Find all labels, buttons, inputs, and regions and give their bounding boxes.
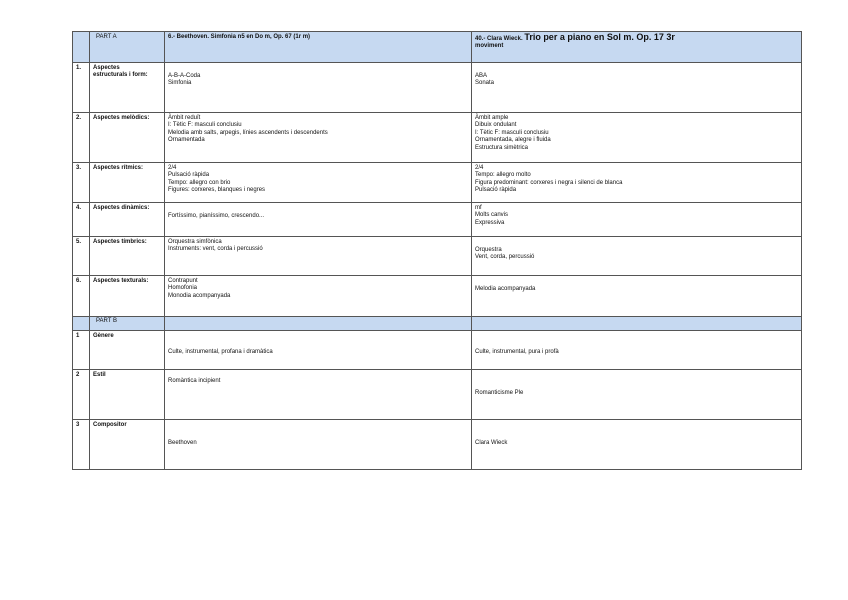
row-number: 4.	[73, 203, 90, 237]
work2-title-rest: Trio per a piano en Sol m. Op. 17 3r	[524, 32, 675, 42]
cell-line: Estructura simètrica	[475, 144, 529, 151]
part-a-header-row	[73, 32, 802, 63]
table-row	[73, 331, 802, 370]
table-row	[73, 237, 802, 276]
work1-title: 6.- Beethoven. Simfonia n5 en Do m, Op. 67 (1r m)	[165, 32, 472, 63]
table-row	[73, 163, 802, 203]
work2-title-cont: moviment	[475, 43, 504, 50]
aspect-line: Aspectes dinàmics:	[93, 205, 150, 211]
cell-line: Ornamentada, alegre i fluida	[475, 137, 551, 144]
cell-line: Molts canvis	[475, 212, 509, 219]
header-empty-cell	[472, 317, 802, 331]
cell-line: Instruments: vent, corda i percussió	[168, 246, 263, 253]
cell-line: I: Tètic F: masculi conclusiu	[168, 122, 242, 129]
work2-title	[472, 32, 802, 63]
row-number: 2.	[73, 113, 90, 163]
aspect-line: Aspectes tímbrics:	[93, 239, 147, 245]
work2-cell	[472, 203, 802, 237]
cell-line: 2/4	[475, 165, 484, 171]
work1-cell	[165, 237, 472, 276]
aspect-label: Estil	[90, 370, 165, 420]
aspect-label	[90, 237, 165, 276]
analysis-table	[72, 31, 802, 470]
aspect-label: Gènere	[90, 331, 165, 370]
cell-line: Vent, corda, percussió	[475, 254, 535, 261]
cell-line: Orquestra	[475, 247, 502, 253]
aspect-line: Aspectes	[93, 65, 120, 71]
cell-line: Figures: corxeres, blanques i negres	[168, 187, 266, 194]
cell-line: Pulsació ràpida	[475, 187, 517, 194]
work2-cell	[472, 276, 802, 317]
cell-line: Àmbit ample	[475, 115, 509, 121]
work2-cell	[472, 113, 802, 163]
work2-title-main: 40.- Clara Wieck.	[475, 36, 523, 42]
cell-line: Àmbit reduït	[168, 115, 201, 121]
work2-cell	[472, 331, 802, 370]
cell-line: Ornamentada	[168, 137, 205, 144]
work1-cell	[165, 113, 472, 163]
aspect-label	[90, 63, 165, 113]
table-row	[73, 370, 802, 420]
part-b-label: PART B	[90, 317, 165, 331]
cell-line: Figura predominant: corxeres i negra i silenci de blanca	[475, 179, 623, 186]
cell-line: Tempo: allegro con brio	[168, 179, 231, 186]
work2-cell	[472, 237, 802, 276]
work1-cell	[165, 163, 472, 203]
aspect-line: estructurals i form:	[93, 72, 148, 79]
row-number: 5.	[73, 237, 90, 276]
row-number: 2	[73, 370, 90, 420]
cell-line: Contrapunt	[168, 278, 198, 284]
work2-cell	[472, 370, 802, 420]
work2-cell	[472, 163, 802, 203]
aspect-line: Aspectes texturals:	[93, 278, 149, 284]
cell-line: Melodia amb salts, arpegis, línies ascendents i descendents	[168, 129, 328, 136]
row-number: 1.	[73, 63, 90, 113]
cell-line: Fortíssimo, pianíssimo, crescendo...	[168, 213, 265, 219]
work2-cell	[472, 420, 802, 470]
aspect-label	[90, 163, 165, 203]
header-num-cell	[73, 317, 90, 331]
cell-line: mf	[475, 205, 482, 211]
cell-line: Sonata	[475, 80, 495, 87]
cell-line: Tempo: allegro molto	[475, 172, 531, 179]
cell-line: Clara Wieck	[475, 440, 508, 446]
work1-cell	[165, 276, 472, 317]
cell-line: Romanticisme Ple	[475, 390, 524, 396]
cell-line: Beethoven	[168, 440, 197, 446]
cell-line: Pulsació ràpida	[168, 172, 210, 179]
cell-line: Homofonia	[168, 285, 198, 292]
cell-line: Orquestra simfònica	[168, 239, 222, 245]
aspect-label	[90, 276, 165, 317]
work1-cell	[165, 331, 472, 370]
cell-line: Monodia acompanyada	[168, 292, 231, 299]
aspect-line: Aspectes melòdics:	[93, 115, 150, 121]
cell-line: Dibuix ondulant	[475, 122, 517, 129]
row-number: 6.	[73, 276, 90, 317]
cell-line: Melodia acompanyada	[475, 286, 536, 292]
part-b-header-row	[73, 317, 802, 331]
header-empty-cell	[165, 317, 472, 331]
aspect-line: Aspectes rítmics:	[93, 165, 144, 171]
table-row	[73, 420, 802, 470]
cell-line: A-B-A-Coda	[168, 73, 201, 79]
cell-line: 2/4	[168, 165, 177, 171]
table-row	[73, 276, 802, 317]
aspect-label	[90, 203, 165, 237]
work2-cell	[472, 63, 802, 113]
cell-line: Romàntica incipient	[168, 378, 221, 384]
row-number: 1	[73, 331, 90, 370]
table-row	[73, 63, 802, 113]
aspect-label	[90, 113, 165, 163]
cell-line: Expressiva	[475, 219, 505, 226]
row-number: 3.	[73, 163, 90, 203]
work1-cell	[165, 203, 472, 237]
work1-cell	[165, 63, 472, 113]
work1-cell	[165, 370, 472, 420]
header-num-cell	[73, 32, 90, 63]
cell-line: Culte, instrumental, pura i profà	[475, 349, 559, 355]
aspect-label: Compositor	[90, 420, 165, 470]
cell-line: ABA	[475, 73, 488, 79]
cell-line: Culte, instrumental, profana i dramàtica	[168, 349, 273, 355]
part-a-label: PART A	[90, 32, 165, 63]
table-row	[73, 113, 802, 163]
work1-cell	[165, 420, 472, 470]
table-row	[73, 203, 802, 237]
cell-line: Simfonia	[168, 80, 192, 87]
cell-line: I: Tètic F: masculi conclusiu	[475, 129, 549, 136]
row-number: 3	[73, 420, 90, 470]
